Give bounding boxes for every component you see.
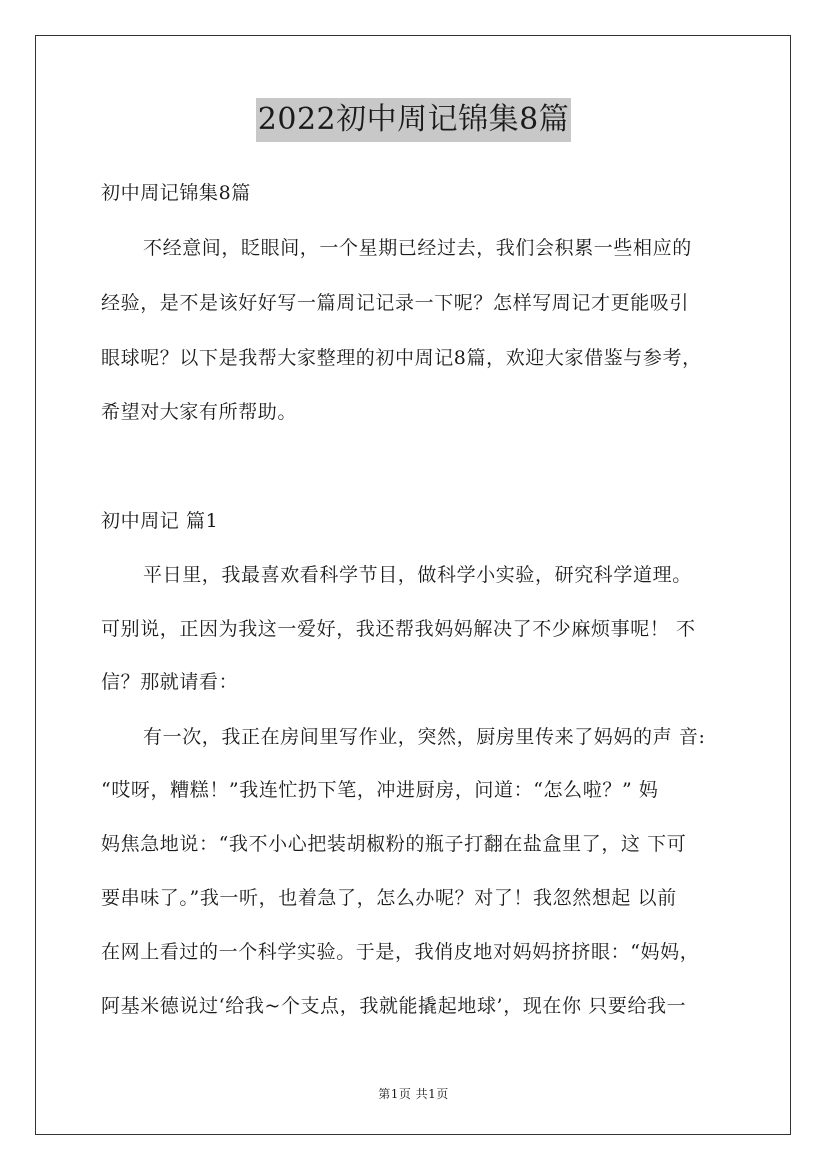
body-line: 有一次，我正在房间里写作业，突然，厨房里传来了妈妈的声 音: [143, 726, 706, 748]
body-line: 平日里，我最喜欢看科学节目，做科学小实验，研究科学道理。 [143, 564, 692, 586]
intro-line: 经验，是不是该好好写一篇周记记录一下呢？怎样写周记才更能吸引 [101, 292, 690, 314]
body-line: 妈焦急地说：“我不小心把装胡椒粉的瓶子打翻在盐盒里了，这 下可 [101, 833, 687, 855]
intro-line: 不经意间，眨眼间，一个星期已经过去，我们会积累一些相应的 [143, 237, 692, 259]
body-line: 可别说，正因为我这一爱好，我还帮我妈妈解决了不少麻烦事呢！ 不 [101, 618, 696, 640]
intro-line: 希望对大家有所帮助。 [101, 401, 298, 423]
page-number-footer: 第1页 共1页 [378, 1087, 449, 1101]
body-line: 要串味了。”我一听，也着急了，怎么办呢？对了！我忽然想起 以前 [101, 887, 677, 909]
section-heading: 初中周记 篇1 [101, 510, 219, 532]
title-block [0, 98, 827, 142]
body-line: “哎呀，糟糕！”我连忙扔下笔，冲进厨房，问道：“怎么啦？” 妈 [101, 779, 659, 801]
body-line: 在网上看过的一个科学实验。于是，我俏皮地对妈妈挤挤眼：“妈妈， [101, 941, 700, 963]
intro-line: 眼球呢？以下是我帮大家整理的初中周记8篇，欢迎大家借鉴与参考， [101, 347, 702, 369]
document-subtitle: 初中周记锦集8篇 [101, 182, 251, 204]
body-line: 阿基米德说过‘给我~个支点，我就能撬起地球’，现在你 只要给我一 [101, 995, 687, 1017]
body-line: 信？那就请看： [101, 671, 239, 693]
document-title: 2022初中周记锦集8篇 [256, 98, 571, 142]
